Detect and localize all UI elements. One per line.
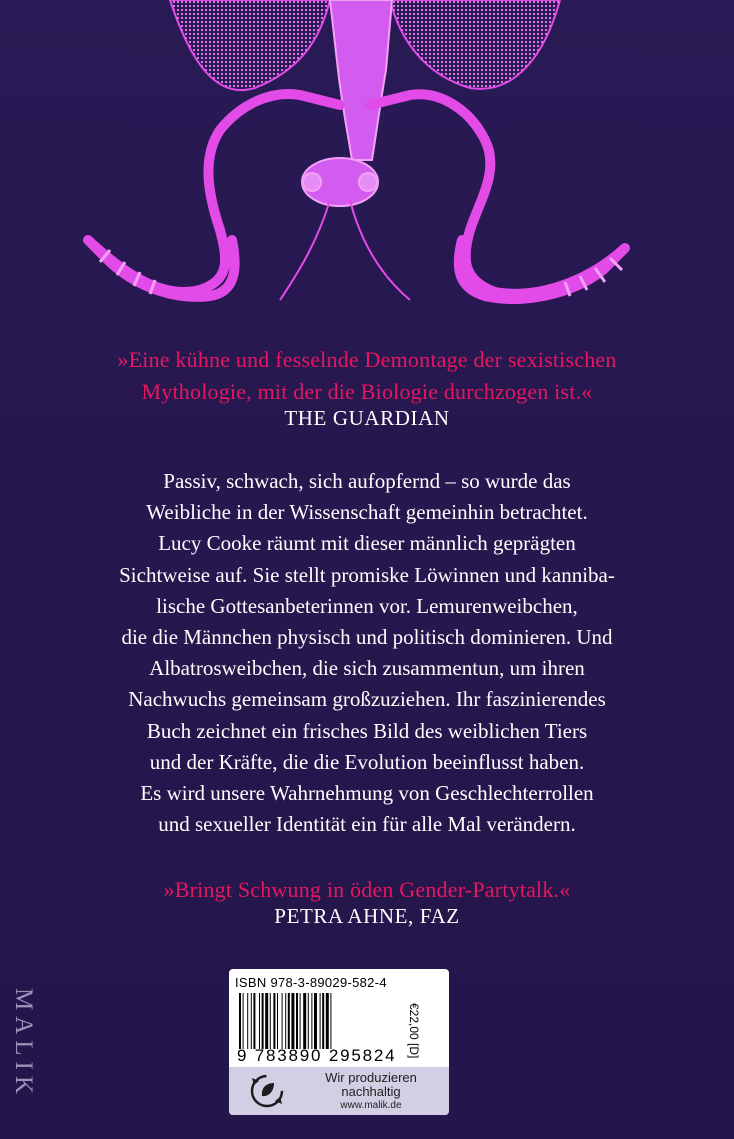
left-foreleg [88, 94, 340, 297]
blurb-line: und der Kräfte, die die Evolution beeinflusst haben. [149, 749, 585, 774]
blurb-line: Albatrosweibchen, die sich zusammentun, um ihren [149, 656, 585, 681]
guardian-source: THE GUARDIAN [284, 406, 450, 430]
blurb-line: die die Männchen physisch und politisch dominieren. Und [121, 625, 613, 650]
guardian-quote-line-1: »Eine kühne und fesselnde Demontage der sexistischen [117, 347, 617, 372]
blurb-text [40, 466, 694, 840]
sustainability-band [229, 1067, 449, 1115]
left-wing [170, 0, 330, 90]
guardian-quote-line-2: Mythologie, mit der die Biologie durchzogen ist.« [141, 379, 593, 404]
barcode-digits: 9 783890 295824 [237, 1046, 397, 1065]
right-foreleg [370, 94, 625, 299]
eco-line-2: nachhaltig [341, 1084, 401, 1099]
right-antenna [350, 200, 410, 300]
blurb-line: und sexueller Identität ein für alle Mal verändern. [158, 812, 576, 837]
publisher-url: www.malik.de [340, 1100, 402, 1111]
blurb-line: Buch zeichnet ein frisches Bild des weiblichen Tiers [146, 718, 588, 743]
isbn-barcode-block [229, 969, 449, 1115]
blurb-line: lische Gottesanbeterinnen vor. Lemurenweibchen, [156, 593, 578, 618]
guardian-quote [0, 344, 734, 408]
isbn-number: ISBN 978-3-89029-582-4 [235, 975, 387, 990]
price-label: €22,00 [D] [407, 1003, 421, 1059]
left-antenna [280, 200, 330, 300]
blurb-line: Es wird unsere Wahrnehmung von Geschlechterrollen [140, 781, 594, 806]
faz-source: PETRA AHNE, FAZ [274, 904, 460, 928]
blurb-line: Weibliche in der Wissenschaft gemeinhin betrachtet. [146, 500, 588, 525]
blurb-line: Nachwuchs gemeinsam großzuziehen. Ihr faszinierendes [128, 687, 606, 712]
eco-line-1: Wir produzieren [325, 1070, 417, 1085]
blurb-line: Lucy Cooke räumt mit dieser männlich geprägten [158, 531, 576, 556]
publisher-logo: MALIK [10, 988, 37, 1100]
blurb-line: Sichtweise auf. Sie stellt promiske Löwinnen und kanniba- [119, 562, 615, 587]
praying-mantis-illustration [0, 0, 734, 320]
left-eye [303, 173, 321, 191]
blurb-line: Passiv, schwach, sich aufopfernd – so wurde das [163, 469, 571, 493]
faz-quote: »Bringt Schwung in öden Gender-Partytalk.« [163, 877, 571, 902]
right-wing [390, 0, 560, 89]
right-eye [359, 173, 377, 191]
thorax [330, 0, 392, 160]
recycle-leaf-icon [249, 1073, 285, 1109]
